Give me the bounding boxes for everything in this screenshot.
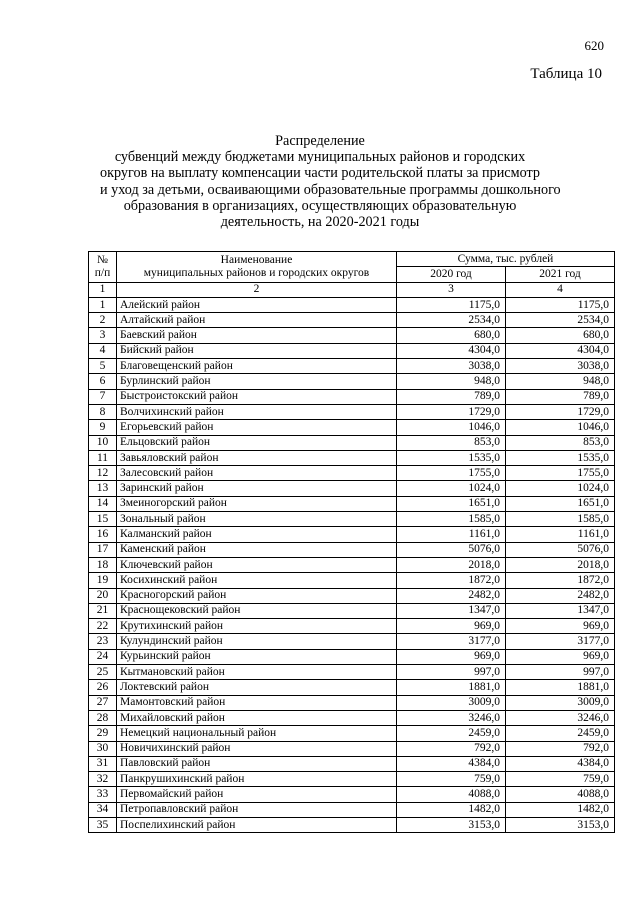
district-name: Мамонтовский район (117, 695, 397, 710)
amount-2021: 5076,0 (506, 542, 615, 557)
amount-2021: 759,0 (506, 772, 615, 787)
amount-2020: 4304,0 (397, 343, 506, 358)
table-header-row (89, 252, 615, 267)
title-line: субвенций между бюджетами муниципальных районов и городских (114, 149, 526, 166)
district-name: Петропавловский район (117, 802, 397, 817)
table-label: Таблица 10 (530, 66, 602, 82)
table-row (89, 634, 615, 649)
row-number: 5 (89, 359, 117, 374)
amount-2021: 3177,0 (506, 634, 615, 649)
header-year-2021: 2021 год (506, 267, 615, 282)
amount-2021: 1729,0 (506, 404, 615, 419)
amount-2020: 792,0 (397, 741, 506, 756)
district-name: Алейский район (117, 297, 397, 312)
amount-2020: 5076,0 (397, 542, 506, 557)
amount-2021: 1585,0 (506, 512, 615, 527)
amount-2020: 1729,0 (397, 404, 506, 419)
header-sum: Сумма, тыс. рублей (397, 252, 615, 267)
amount-2020: 1347,0 (397, 603, 506, 618)
amount-2021: 680,0 (506, 328, 615, 343)
table-row (89, 665, 615, 680)
amount-2020: 759,0 (397, 772, 506, 787)
amount-2020: 1585,0 (397, 512, 506, 527)
district-name: Заринский район (117, 481, 397, 496)
district-name: Михайловский район (117, 710, 397, 725)
row-number: 33 (89, 787, 117, 802)
amount-2021: 4088,0 (506, 787, 615, 802)
table-row (89, 619, 615, 634)
header-name-line2: муниципальных районов и городских округов (143, 266, 370, 279)
table-row (89, 512, 615, 527)
column-index: 4 (506, 282, 615, 297)
amount-2021: 2459,0 (506, 726, 615, 741)
table-row (89, 603, 615, 618)
district-name: Завьяловский район (117, 450, 397, 465)
row-number: 13 (89, 481, 117, 496)
subsidy-table (88, 251, 615, 833)
row-number: 34 (89, 802, 117, 817)
row-number: 31 (89, 756, 117, 771)
amount-2020: 3246,0 (397, 710, 506, 725)
table-row (89, 313, 615, 328)
page-number: 620 (584, 38, 604, 53)
row-number: 17 (89, 542, 117, 557)
amount-2020: 3038,0 (397, 359, 506, 374)
row-number: 18 (89, 557, 117, 572)
district-name: Новичихинский район (117, 741, 397, 756)
row-number: 10 (89, 435, 117, 450)
district-name: Панкрушихинский район (117, 772, 397, 787)
amount-2020: 2018,0 (397, 557, 506, 572)
amount-2021: 969,0 (506, 649, 615, 664)
amount-2021: 3038,0 (506, 359, 615, 374)
amount-2020: 1024,0 (397, 481, 506, 496)
table-row (89, 756, 615, 771)
row-number: 22 (89, 619, 117, 634)
district-name: Калманский район (117, 527, 397, 542)
table-row (89, 726, 615, 741)
amount-2021: 1872,0 (506, 573, 615, 588)
amount-2020: 4088,0 (397, 787, 506, 802)
district-name: Баевский район (117, 328, 397, 343)
table-row (89, 573, 615, 588)
amount-2020: 3177,0 (397, 634, 506, 649)
amount-2021: 1347,0 (506, 603, 615, 618)
amount-2021: 2018,0 (506, 557, 615, 572)
table-row (89, 787, 615, 802)
district-name: Краснощековский район (117, 603, 397, 618)
column-index: 3 (397, 282, 506, 297)
title-line: деятельность, на 2020-2021 годы (220, 214, 420, 231)
row-number: 16 (89, 527, 117, 542)
row-number: 29 (89, 726, 117, 741)
table-row (89, 404, 615, 419)
column-index-row (89, 282, 615, 297)
district-name: Благовещенский район (117, 359, 397, 374)
amount-2021: 1535,0 (506, 450, 615, 465)
district-name: Красногорский район (117, 588, 397, 603)
table-row (89, 359, 615, 374)
district-name: Залесовский район (117, 466, 397, 481)
district-name: Немецкий национальный район (117, 726, 397, 741)
district-name: Бурлинский район (117, 374, 397, 389)
table-row (89, 527, 615, 542)
row-number: 7 (89, 389, 117, 404)
row-number: 26 (89, 680, 117, 695)
row-number: 27 (89, 695, 117, 710)
amount-2020: 1175,0 (397, 297, 506, 312)
amount-2021: 1651,0 (506, 496, 615, 511)
header-name (117, 252, 397, 283)
amount-2021: 1046,0 (506, 420, 615, 435)
title-line: образования в организациях, осуществляющих образовательную (123, 197, 517, 214)
amount-2021: 4384,0 (506, 756, 615, 771)
table-row (89, 680, 615, 695)
amount-2020: 1881,0 (397, 680, 506, 695)
district-name: Кулундинский район (117, 634, 397, 649)
row-number: 14 (89, 496, 117, 511)
amount-2020: 1535,0 (397, 450, 506, 465)
title-line: округов на выплату компенсации части родительской платы за присмотр (100, 165, 540, 182)
amount-2020: 1872,0 (397, 573, 506, 588)
amount-2020: 997,0 (397, 665, 506, 680)
amount-2020: 4384,0 (397, 756, 506, 771)
amount-2020: 3153,0 (397, 817, 506, 832)
table-row (89, 389, 615, 404)
amount-2021: 948,0 (506, 374, 615, 389)
amount-2020: 853,0 (397, 435, 506, 450)
amount-2021: 1161,0 (506, 527, 615, 542)
table-row (89, 481, 615, 496)
amount-2020: 2459,0 (397, 726, 506, 741)
row-number: 1 (89, 297, 117, 312)
row-number: 9 (89, 420, 117, 435)
document-title (100, 133, 561, 231)
district-name: Ельцовский район (117, 435, 397, 450)
amount-2021: 1755,0 (506, 466, 615, 481)
table-row (89, 420, 615, 435)
district-name: Бийский район (117, 343, 397, 358)
header-no (89, 252, 117, 283)
district-name: Павловский район (117, 756, 397, 771)
column-index: 1 (89, 282, 117, 297)
amount-2020: 1755,0 (397, 466, 506, 481)
row-number: 11 (89, 450, 117, 465)
amount-2021: 1024,0 (506, 481, 615, 496)
row-number: 6 (89, 374, 117, 389)
amount-2021: 997,0 (506, 665, 615, 680)
row-number: 4 (89, 343, 117, 358)
table-row (89, 649, 615, 664)
table-row (89, 374, 615, 389)
district-name: Быстроистокский район (117, 389, 397, 404)
header-year-2020: 2020 год (397, 267, 506, 282)
table-row (89, 772, 615, 787)
table-row (89, 297, 615, 312)
amount-2020: 948,0 (397, 374, 506, 389)
district-name: Кытмановский район (117, 665, 397, 680)
row-number: 8 (89, 404, 117, 419)
row-number: 20 (89, 588, 117, 603)
amount-2021: 2482,0 (506, 588, 615, 603)
row-number: 28 (89, 710, 117, 725)
row-number: 35 (89, 817, 117, 832)
row-number: 25 (89, 665, 117, 680)
header-name-line1: Наименование (220, 253, 293, 266)
table-row (89, 328, 615, 343)
amount-2020: 1482,0 (397, 802, 506, 817)
table-row (89, 450, 615, 465)
table-row (89, 817, 615, 832)
district-name: Каменский район (117, 542, 397, 557)
amount-2021: 1482,0 (506, 802, 615, 817)
amount-2020: 2482,0 (397, 588, 506, 603)
amount-2021: 853,0 (506, 435, 615, 450)
district-name: Зональный район (117, 512, 397, 527)
amount-2021: 3246,0 (506, 710, 615, 725)
amount-2021: 3153,0 (506, 817, 615, 832)
amount-2021: 789,0 (506, 389, 615, 404)
table-row (89, 466, 615, 481)
amount-2020: 789,0 (397, 389, 506, 404)
table-row (89, 710, 615, 725)
row-number: 21 (89, 603, 117, 618)
table-body (89, 297, 615, 832)
district-name: Волчихинский район (117, 404, 397, 419)
header-no-line1: № (97, 253, 108, 266)
district-name: Алтайский район (117, 313, 397, 328)
row-number: 30 (89, 741, 117, 756)
district-name: Поспелихинский район (117, 817, 397, 832)
table-row (89, 695, 615, 710)
amount-2020: 969,0 (397, 619, 506, 634)
row-number: 15 (89, 512, 117, 527)
amount-2020: 1161,0 (397, 527, 506, 542)
table-row (89, 557, 615, 572)
district-name: Ключевский район (117, 557, 397, 572)
amount-2020: 1046,0 (397, 420, 506, 435)
row-number: 23 (89, 634, 117, 649)
amount-2020: 1651,0 (397, 496, 506, 511)
row-number: 19 (89, 573, 117, 588)
amount-2021: 1175,0 (506, 297, 615, 312)
row-number: 2 (89, 313, 117, 328)
district-name: Локтевский район (117, 680, 397, 695)
district-name: Косихинский район (117, 573, 397, 588)
district-name: Крутихинский район (117, 619, 397, 634)
table-row (89, 343, 615, 358)
header-no-line2: п/п (94, 266, 111, 279)
amount-2020: 680,0 (397, 328, 506, 343)
row-number: 24 (89, 649, 117, 664)
column-index: 2 (117, 282, 397, 297)
amount-2021: 1881,0 (506, 680, 615, 695)
amount-2020: 3009,0 (397, 695, 506, 710)
district-name: Первомайский район (117, 787, 397, 802)
amount-2021: 3009,0 (506, 695, 615, 710)
table-row (89, 802, 615, 817)
amount-2021: 2534,0 (506, 313, 615, 328)
amount-2021: 4304,0 (506, 343, 615, 358)
amount-2021: 792,0 (506, 741, 615, 756)
row-number: 32 (89, 772, 117, 787)
title-line: Распределение (275, 133, 365, 149)
table-row (89, 542, 615, 557)
table-row (89, 435, 615, 450)
title-line: и уход за детьми, осваивающими образовательные программы дошкольного (100, 181, 561, 198)
row-number: 12 (89, 466, 117, 481)
amount-2020: 969,0 (397, 649, 506, 664)
row-number: 3 (89, 328, 117, 343)
district-name: Змеиногорский район (117, 496, 397, 511)
table-row (89, 741, 615, 756)
table-row (89, 588, 615, 603)
district-name: Курьинский район (117, 649, 397, 664)
amount-2021: 969,0 (506, 619, 615, 634)
table-row (89, 496, 615, 511)
amount-2020: 2534,0 (397, 313, 506, 328)
district-name: Егорьевский район (117, 420, 397, 435)
